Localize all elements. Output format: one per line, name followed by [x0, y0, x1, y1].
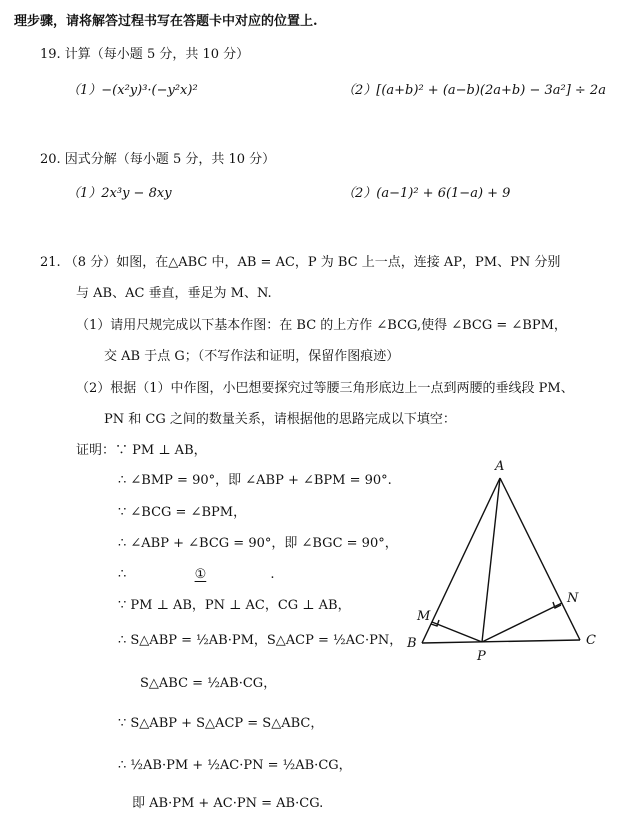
label-B: B	[407, 636, 417, 651]
proof-line-8: S△ABC = ½AB·CG，	[140, 676, 277, 691]
proof-line-1: 证明：∵ PM ⊥ AB，	[76, 443, 207, 458]
header-note: 理步骤，请将解答过程书写在答题卡中对应的位置上.	[14, 14, 318, 29]
triangle-figure	[395, 450, 615, 665]
q19-title: 19. 计算（每小题 5 分，共 10 分）	[40, 47, 250, 62]
q21-line3: （1）请用尺规完成以下基本作图：在 BC 的上方作 ∠BCG,使得 ∠BCG = ∠BPM，	[76, 318, 567, 333]
label-C: C	[586, 633, 596, 648]
segment-AP	[482, 478, 500, 642]
q20-part1: （1）2x³y − 8xy	[67, 186, 172, 201]
answer-blank[interactable]	[130, 566, 270, 584]
side-AC	[500, 478, 580, 640]
therefore-symbol: ∴	[118, 567, 127, 582]
label-P: P	[477, 649, 486, 664]
label-A: A	[495, 459, 505, 474]
q21-line2: 与 AB、AC 垂直，垂足为 M、N.	[76, 286, 272, 301]
proof-line-3: ∵ ∠BCG = ∠BPM，	[118, 505, 247, 520]
q21-line6: PN 和 CG 之间的数量关系，请根据他的思路完成以下填空：	[104, 412, 456, 427]
proof-line-4: ∴ ∠ABP + ∠BCG = 90°，即 ∠BGC = 90°，	[118, 536, 398, 551]
q21-line4: 交 AB 于点 G；（不写作法和证明，保留作图痕迹）	[104, 349, 400, 364]
side-BC	[422, 640, 580, 643]
q19-part1: （1）−(x²y)³·(−y²x)²	[67, 83, 198, 98]
proof-line-9: ∵ S△ABP + S△ACP = S△ABC，	[118, 716, 324, 731]
q21-line1: 21. （8 分）如图，在△ABC 中，AB = AC，P 为 BC 上一点，连接 AP，PM、PN 分别	[40, 255, 561, 270]
side-AB	[422, 478, 500, 643]
proof-line-6: ∵ PM ⊥ AB，PN ⊥ AC，CG ⊥ AB，	[118, 598, 351, 613]
proof-line-2: ∴ ∠BMP = 90°，即 ∠ABP + ∠BPM = 90°.	[118, 473, 392, 488]
q20-part2: （2）(a−1)² + 6(1−a) + 9	[342, 186, 511, 201]
q21-line5: （2）根据（1）中作图，小巴想要探究过等腰三角形底边上一点到两腰的垂线段 PM、	[76, 381, 574, 396]
proof-line-11: 即 AB·PM + AC·PN = AB·CG.	[132, 796, 324, 811]
label-M: M	[417, 609, 431, 624]
label-N: N	[567, 591, 579, 606]
segment-PM	[432, 622, 482, 642]
proof-line-10: ∴ ½AB·PM + ½AC·PN = ½AB·CG，	[118, 758, 352, 773]
q19-part2: （2）[(a+b)² + (a−b)(2a+b) − 3a²] ÷ 2a	[342, 83, 606, 98]
proof-line-7: ∴ S△ABP = ½AB·PM，S△ACP = ½AC·PN，	[118, 633, 403, 648]
blank-end: .	[270, 567, 275, 582]
blank-marker: ①	[194, 567, 207, 582]
segment-PN	[482, 603, 562, 642]
proof-line-5	[118, 566, 275, 584]
q20-title: 20. 因式分解（每小题 5 分，共 10 分）	[40, 152, 276, 167]
